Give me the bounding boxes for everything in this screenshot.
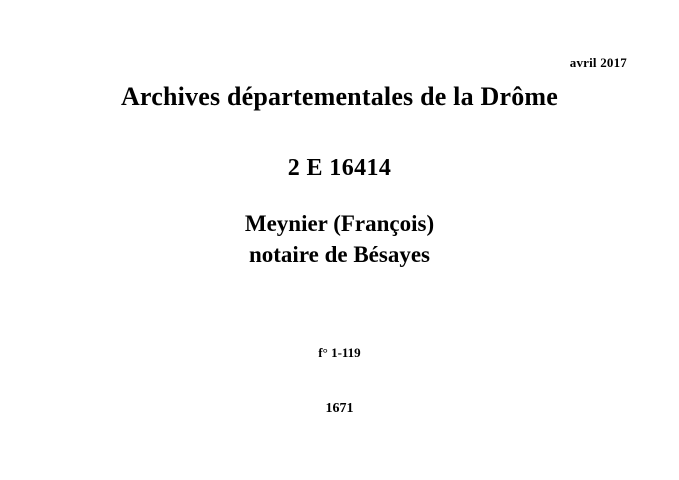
institution-title: Archives départementales de la Drôme (120, 82, 559, 111)
notary-block (0, 208, 679, 270)
document-year: 1671 (325, 401, 354, 416)
notary-name: Meynier (François) (244, 211, 435, 236)
folio-range: f° 1-119 (318, 345, 361, 360)
document-date: avril 2017 (569, 55, 627, 70)
notary-role: notaire de Bésayes (248, 242, 430, 268)
archive-reference: 2 E 16414 (287, 155, 392, 181)
